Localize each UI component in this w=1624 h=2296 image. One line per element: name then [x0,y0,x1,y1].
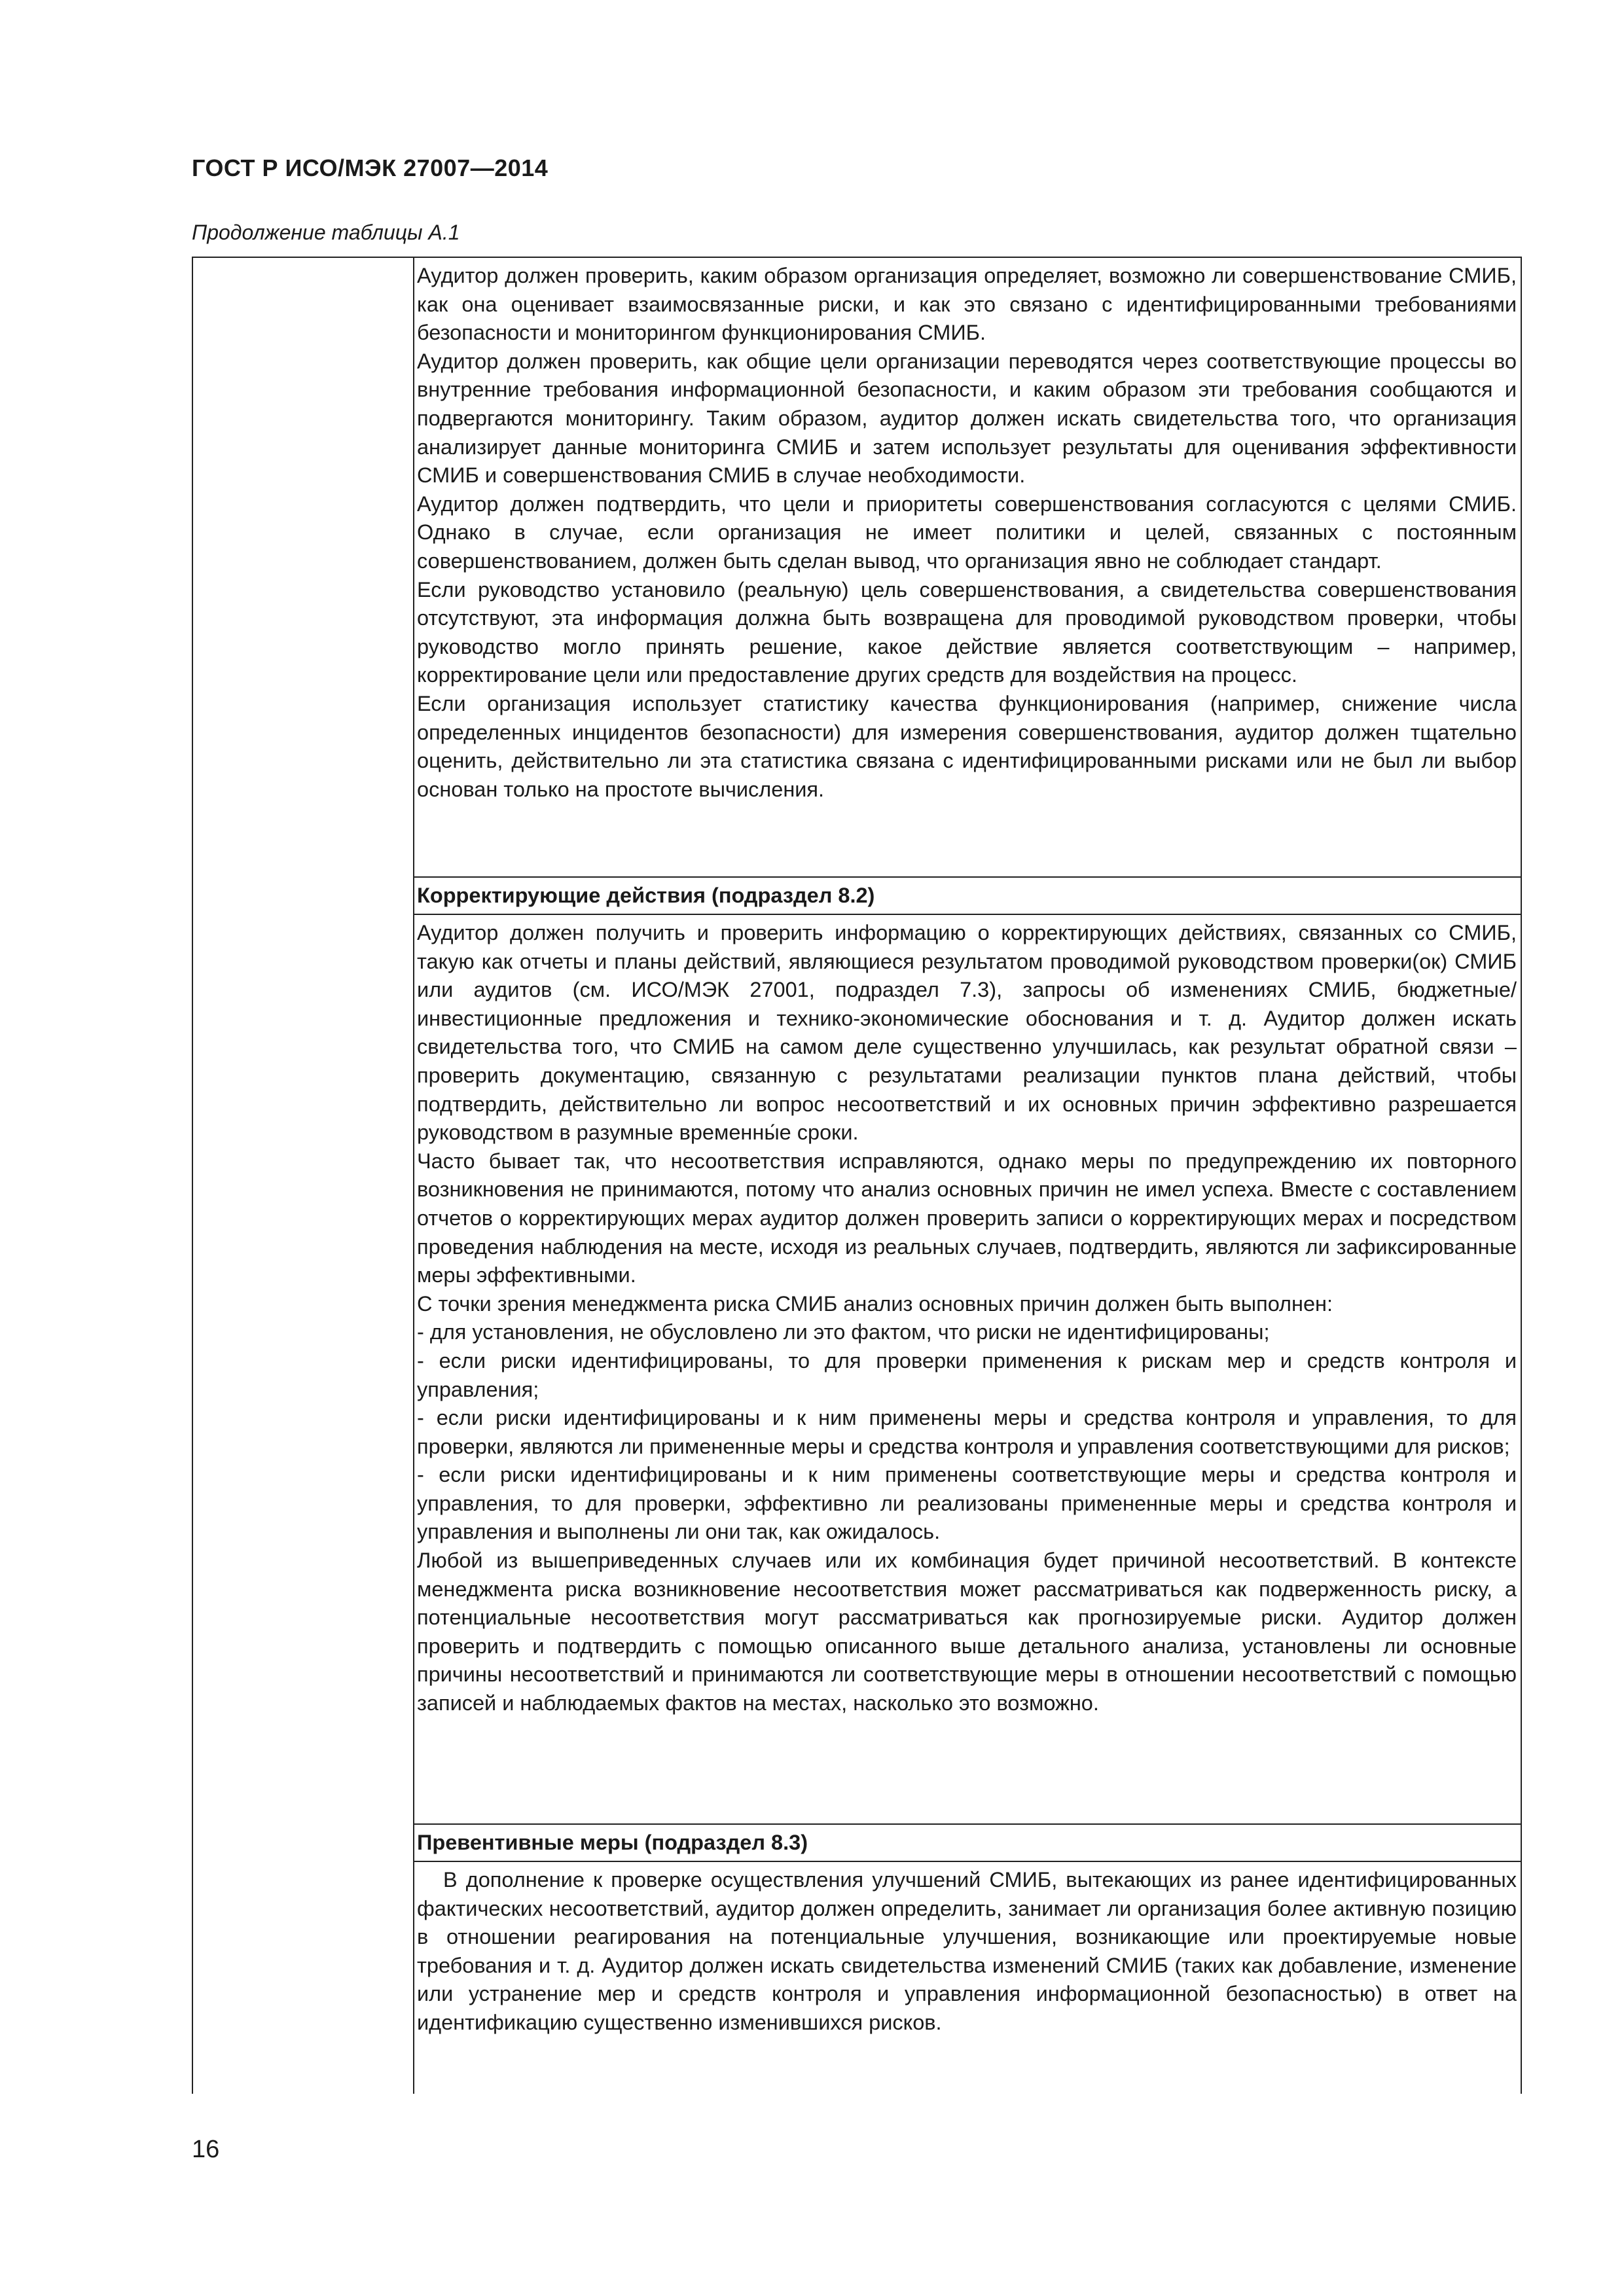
document-header: ГОСТ Р ИСО/МЭК 27007—2014 [192,154,549,181]
row-divider [413,876,1522,878]
paragraph: Аудитор должен проверить, как общие цели организации переводятся через соответствующие процессы во внутренние требования информационной безопасности, и каким образом эти требования сообщаются и подвергаются мониторингу. Таким образом, аудитор должен искать свидетельства того, что организация анализирует данные мониторинга СМИБ и затем использует результаты для оценивания эффективности СМИБ и совершенствования СМИБ в случае необходимости. [417,349,1517,488]
paragraph: Аудитор должен проверить, каким образом организация определяет, возможно ли совершенствование СМИБ, как она оценивает взаимосвязанные риски, и как это связано с идентифицированными требованиями безопасности и мониторингом функционирования СМИБ. [417,264,1517,345]
paragraph: Аудитор должен подтвердить, что цели и приоритеты совершенствования согласуются с целями СМИБ. Однако в случае, если организация не имеет политики и целей, связанных с постоянным совершенствованием, должен быть сделан вывод, что организация явно не соблюдает стандарт. [417,492,1517,573]
preventive-measures-cell [417,1866,1517,2037]
corrective-actions-cell [417,919,1517,1718]
corrective-actions-heading-cell [417,882,1517,910]
row-divider [413,1823,1522,1825]
table-border-right [1521,257,1522,2094]
row-divider [413,914,1522,915]
table-border-top [192,257,1522,258]
section-heading: Корректирующие действия (подраздел 8.2) [417,884,875,907]
table-caption: Продолжение таблицы А.1 [192,221,460,244]
page-number: 16 [192,2136,220,2163]
paragraph: Если руководство установило (реальную) цель совершенствования, а свидетельства совершенствования отсутствуют, эта информация должна быть возвращена для проводимой руководством проверки, чтобы руководство могло принять решение, какое действие является соответствующим – например, корректирование цели или предоставление других средств для воздействия на процесс. [417,577,1517,687]
paragraph: В дополнение к проверке осуществления улучшений СМИБ, вытекающих из ранее идентифицированных фактических несоответствий, аудитор должен определить, занимает ли организация более активную позицию в отношении реагирования на потенциальные улучшения, возникающие или проектируемые новые требования и т. д. Аудитор должен искать свидетельства изменений СМИБ (таких как добавление, изменение или устранение мер и средств контроля и управления информационной безопасностью) в ответ на идентификацию существенно изменившихся рисков. [417,1868,1517,2034]
paragraph: С точки зрения менеджмента риска СМИБ анализ основных причин должен быть выполнен: [417,1291,1333,1316]
list-item: - если риски идентифицированы, то для проверки применения к рискам мер и средств контроля и управления; [417,1348,1517,1401]
requirements-table [192,257,1522,2094]
list-item: - если риски идентифицированы и к ним применены соответствующие меры и средства контроля и управления, то для проверки, эффективно ли реализованы примененные меры и средства контроля и управления и выполнены ли они так, как ожидалось. [417,1463,1517,1544]
paragraph: Если организация использует статистику качества функционирования (например, снижение числа определенных инцидентов безопасности) для измерения совершенствования, аудитор должен тщательно оценить, действительно ли эта статистика связана с идентифицированными рисками или не был ли выбор основан только на простоте вычисления. [417,691,1517,801]
table-column-divider [413,257,414,2094]
section-heading: Превентивные меры (подраздел 8.3) [417,1831,808,1854]
paragraph: Часто бывает так, что несоответствия исправляются, однако меры по предупреждению их повторного возникновения не принимаются, потому что анализ основных причин не имел успеха. Вместе с составлением отчетов о корректирующих мерах аудитор должен проверить записи о корректирующих мерах и посредством проведения наблюдения на месте, исходя из реальных случаев, подтвердить, являются ли зафиксированные меры эффективными. [417,1149,1517,1287]
list-item: - для установления, не обусловлено ли это фактом, что риски не идентифицированы; [417,1320,1270,1344]
table-border-left [192,257,193,2094]
list-item: - если риски идентифицированы и к ним применены меры и средства контроля и управления, то для проверки, являются ли примененные меры и средства контроля и управления соответствующими для рисков; [417,1406,1517,1458]
paragraph: Аудитор должен получить и проверить информацию о корректирующих действиях, связанных со СМИБ, такую как отчеты и планы действий, являющиеся результатом проводимой руководством проверки(ок) СМИБ или аудитов (см. ИСО/МЭК 27001, подраздел 7.3), запросы об изменениях СМИБ, бюджетные/инвестиционные предложения и технико-экономические обоснования и т. д. Аудитор должен искать свидетельства того, что СМИБ на самом деле существенно улучшилась, как результат обратной связи – проверить документацию, связанную с результатами реализации пунктов плана действий, чтобы подтвердить, действительно ли вопрос несоответствий и их основных причин эффективно разрешается руководством в разумные временны́е сроки. [417,921,1517,1145]
row-divider [413,1861,1522,1862]
preventive-measures-heading-cell [417,1829,1517,1857]
improvement-cell [417,262,1517,804]
paragraph: Любой из вышеприведенных случаев или их комбинация будет причиной несоответствий. В контексте менеджмента риска возникновение несоответствия может рассматриваться как подверженность риску, а потенциальные несоответствия могут рассматриваться как прогнозируемые риски. Аудитор должен проверить и подтвердить с помощью описанного выше детального анализа, установлены ли основные причины несоответствий и принимаются ли соответствующие меры в отношении несоответствий с помощью записей и наблюдаемых фактов на местах, насколько это возможно. [417,1549,1517,1715]
